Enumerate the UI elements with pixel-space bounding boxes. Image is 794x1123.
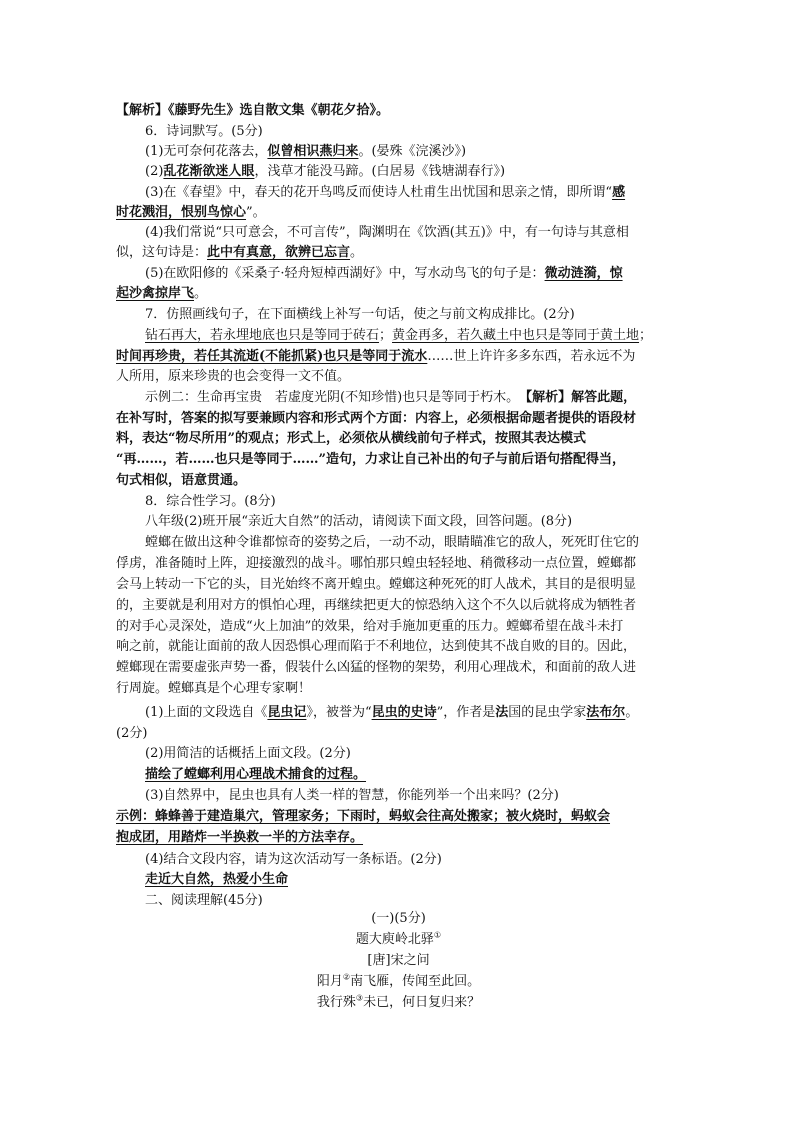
text-line (145, 513, 681, 530)
poem-title-text: 题大庾岭北驿 (355, 932, 434, 947)
text-line (116, 638, 681, 655)
text-line (145, 766, 681, 783)
text-line (145, 163, 681, 180)
line-text: 》，被誉为“ (306, 705, 372, 720)
text-line (116, 680, 681, 697)
line-text: 。 (194, 286, 208, 301)
text-line (145, 123, 681, 140)
text-line (116, 618, 681, 635)
line-text: (3)在《春望》中，春天的花开鸟鸣反而使诗人杜甫生出忧国和思亲之情，即所谓“ (145, 185, 613, 200)
emphasized-answer-text: 昆虫记 (267, 705, 307, 720)
text-line (145, 143, 681, 160)
poem-line-1-part-a: 阳月 (316, 974, 343, 989)
line-text: (4)结合文段内容，请为这次活动写一条标语。(2分) (145, 852, 442, 867)
line-text: 8．综合性学习。(8分) (145, 494, 276, 509)
emphasized-answer-text: 似曾相识燕归来 (267, 144, 359, 159)
text-line (116, 244, 681, 261)
line-text: 响之前，就能让面前的敌人因恐惧心理而陷于不利地位，达到使其不战自败的目的。因此， (116, 639, 637, 654)
line-text: 国的昆虫学家 (508, 705, 587, 720)
text-line (116, 285, 681, 302)
emphasized-answer-text: 钻石再大，若永埋地底也只是等同于砖石 (145, 328, 380, 343)
line-text: 二、阅读理解(45分) (145, 893, 263, 908)
line-text: 。 (350, 245, 364, 260)
emphasized-answer-text: 乱花渐欲迷人眼 (163, 164, 255, 179)
text-line (145, 892, 681, 909)
emphasized-answer-text: 法 (495, 705, 509, 720)
emphasized-answer-text: 黄金再多，若久藏土中也只是等同于黄土地 (392, 328, 640, 343)
line-text: (4)我们常说“只可意会，不可言传”，陶渊明在《饮酒(其五)》中，有一句诗与其意相 (145, 225, 629, 240)
text-line (145, 534, 681, 551)
poem-line-2-footnote-mark: ③ (355, 993, 364, 1003)
emphasized-answer-text: 走近大自然，热爱小生命 (145, 872, 289, 887)
text-line (116, 597, 681, 614)
line-text: 螳螂在做出这种令谁都惊奇的姿势之后，一动不动，眼睛瞄准它的敌人，死死盯住它的 (145, 535, 640, 550)
line-text: 行周旋。螳螂真是个心理专家啊！ (116, 681, 312, 696)
text-line (116, 410, 681, 427)
poem-author: [唐]宋之问 (367, 953, 430, 968)
line-text: 人所用，原来珍贵的也会变得一文不值。 (116, 369, 351, 384)
emphasized-answer-text: 起沙禽掠岸飞 (116, 286, 195, 301)
text-line (145, 184, 681, 201)
line-text: ，浅草才能没马蹄。(白居易《钱塘湖春行》) (254, 164, 506, 179)
line-text: (2)用简洁的话概括上面文段。(2分) (145, 746, 351, 761)
text-line (145, 306, 681, 323)
emphasized-answer-text: 昆虫的史诗 (371, 705, 437, 720)
emphasized-answer-text: 料，表达“物尽所用”的观点；形式上，必须依从横线前句子样式，按照其表达模式 (116, 431, 586, 446)
line-text: 6．诗词默写。(5分) (145, 124, 263, 139)
text-line (116, 472, 681, 489)
poem-title (116, 931, 681, 948)
line-text: (1)无可奈何花落去， (145, 144, 268, 159)
text-line (116, 808, 681, 825)
line-text: 俘虏，准备随时上阵，迎接激烈的战斗。哪怕那只蝗虫轻轻地、稍微移动一点位置，螳螂都 (116, 556, 637, 571)
text-line (116, 348, 681, 365)
text-line (145, 389, 681, 406)
line-text: 的，主要就是利用对方的惧怕心理，再继续把更大的惊恐纳入这个不久以后就将成为牺牲者 (116, 598, 637, 613)
text-line (116, 829, 681, 846)
text-line (145, 493, 681, 510)
emphasized-answer-text: 描绘了螳螂利用心理战术捕食的过程。 (145, 767, 367, 782)
text-line (116, 555, 681, 572)
emphasized-answer-text: 时间再珍贵，若任其流逝(不能抓紧)也只是等同于流水 (116, 349, 428, 364)
emphasized-answer-text: 法布尔 (586, 705, 626, 720)
text-line (116, 725, 681, 742)
line-text: (2分) (116, 726, 148, 741)
text-line (145, 704, 681, 721)
line-text: ”。 (246, 205, 266, 220)
emphasized-answer-text: 【解析】《藤野先生》选自散文集《朝花夕拾》。 (116, 103, 390, 118)
emphasized-answer-text: 抱成团，用踏炸一半换救一半的方法幸存。 (116, 830, 364, 845)
text-line (116, 576, 681, 593)
line-text: (1)上面的文段选自《 (145, 705, 268, 720)
line-text: 。 (625, 705, 639, 720)
line-text: 似，这句诗是： (116, 245, 208, 260)
emphasized-answer-text: “再……，若……也只是等同于……”造句，力求让自己补出的句子与前后语句搭配得当， (116, 452, 625, 467)
text-line (116, 430, 681, 447)
text-line (145, 224, 681, 241)
text-line (145, 851, 681, 868)
line-text: ； (639, 328, 653, 343)
emphasized-answer-text: 在补写时，答案的拟写要兼顾内容和形式两个方面：内容上，必须根据命题者提供的语段材 (116, 411, 637, 426)
line-text: ； (379, 328, 393, 343)
line-text: ……世上许许多多东西，若永远不为 (427, 349, 636, 364)
reading-section-heading: (一)(5分) (371, 911, 426, 926)
emphasized-answer-text: 句式相似，语意贯通。 (116, 473, 247, 488)
line-text: (3)自然界中，昆虫也具有人类一样的智慧，你能列举一个出来吗？(2分) (145, 788, 559, 803)
text-line (145, 327, 681, 344)
text-line (116, 368, 681, 385)
text-line (145, 871, 681, 888)
poem-title-footnote-mark: ① (433, 930, 442, 940)
text-line (145, 265, 681, 282)
emphasized-answer-text: 示例：蜂蜂善于建造巢穴，管理家务；下雨时，蚂蚁会往高处搬家；被火烧时，蚂蚁会 (116, 809, 611, 824)
text-line (116, 451, 681, 468)
poem-line-2-part-b: 未已，何日复归来？ (363, 995, 481, 1010)
line-text: 。(晏殊《浣溪沙》) (358, 144, 467, 159)
emphasized-answer-text: 时花溅泪，恨别鸟惊心 (116, 205, 247, 220)
line-text: 会马上转动一下它的头，目光始终不离开蝗虫。螳螂这种死死的盯人战术，其目的是很明显 (116, 577, 637, 592)
emphasized-answer-text: 微动涟漪，惊 (544, 266, 623, 281)
line-text: 7．仿照画线句子，在下面横线上补写一句话，使之与前文构成排比。(2分) (145, 307, 575, 322)
poem-line-1 (116, 973, 681, 990)
line-text: 八年级(2)班开展“亲近大自然”的活动，请阅读下面文段，回答问题。(8分) (145, 514, 573, 529)
poem-line-1-part-b: 南飞雁，传闻至此回。 (350, 974, 481, 989)
text-line (145, 787, 681, 804)
line-text: (2) (145, 164, 164, 179)
line-text: ”，作者是 (436, 705, 496, 720)
poem-line-2 (116, 994, 681, 1011)
text-line (116, 204, 681, 221)
emphasized-answer-text: 【解析】解答此题， (525, 390, 637, 405)
line-text: (5)在欧阳修的《采桑子·轻舟短棹西湖好》中，写水动鸟飞的句子是： (145, 266, 545, 281)
poem-line-1-footnote-mark: ② (342, 972, 351, 982)
emphasized-answer-text: 感 (612, 185, 626, 200)
line-text: 螳螂现在需要虚张声势一番，假装什么凶猛的怪物的架势，利用心理战术，和面前的敌人进 (116, 660, 637, 675)
line-text: 示例二：生命再宝贵 若虚度光阴(不知珍惜)也只是等同于朽木。 (145, 390, 526, 405)
text-line (116, 659, 681, 676)
text-line (116, 102, 681, 119)
poem-line-2-part-a: 我行殊 (316, 995, 356, 1010)
text-line (145, 745, 681, 762)
emphasized-answer-text: 此中有真意，欲辨已忘言 (207, 245, 351, 260)
line-text: 的对手心灵深处，造成“火上加油”的效果，给对手施加更重的压力。螳螂希望在战斗未打 (116, 619, 624, 634)
